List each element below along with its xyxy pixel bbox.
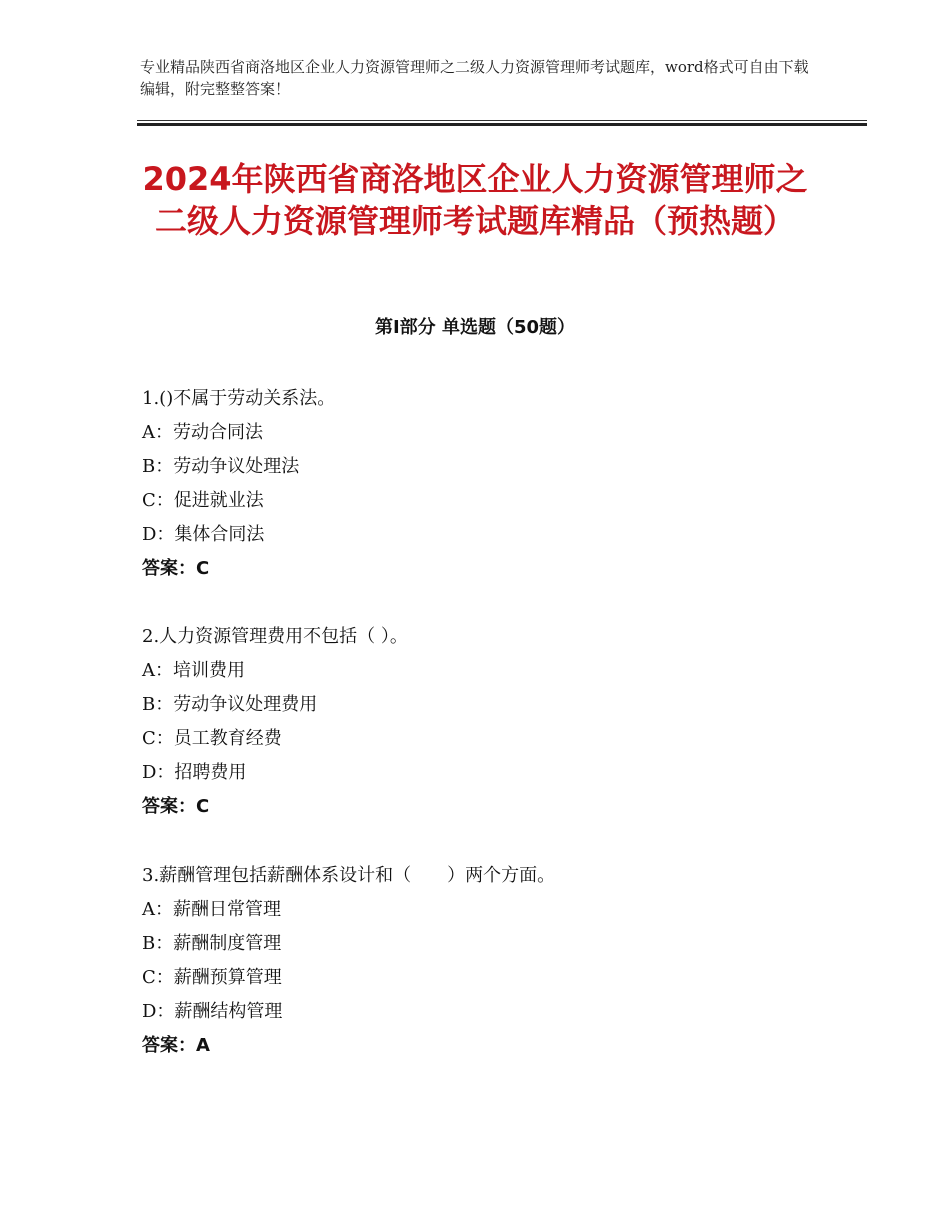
answer-line: 答案：C (142, 558, 210, 579)
option-b: B：劳动争议处理法 (142, 456, 300, 477)
option-d: D：集体合同法 (142, 524, 265, 545)
section-title: 第Ⅰ部分 单选题（50题） (374, 317, 575, 338)
question-2 (142, 622, 842, 826)
question-stem: 1.()不属于劳动关系法。 (142, 388, 336, 409)
option-c: C：员工教育经费 (142, 728, 282, 749)
question-1 (142, 384, 842, 588)
question-3 (142, 861, 842, 1065)
option-a: A：薪酬日常管理 (142, 899, 281, 920)
option-a: A：培训费用 (142, 660, 245, 681)
header-divider-thin (137, 120, 867, 121)
answer-line: 答案：A (142, 1035, 210, 1056)
option-b: B：劳动争议处理费用 (142, 694, 318, 715)
question-stem: 2.人力资源管理费用不包括（ ）。 (142, 626, 408, 647)
header-note: 专业精品陕西省商洛地区企业人力资源管理师之二级人力资源管理师考试题库，word格式可自由下载编辑，附完整整答案！ (140, 58, 809, 98)
option-b: B：薪酬制度管理 (142, 933, 282, 954)
option-d: D：薪酬结构管理 (142, 1001, 283, 1022)
option-a: A：劳动合同法 (142, 422, 263, 443)
header-divider-thick (137, 123, 867, 126)
document-title: 2024年陕西省商洛地区企业人力资源管理师之二级人力资源管理师考试题库精品（预热题） (142, 160, 808, 240)
option-c: C：薪酬预算管理 (142, 967, 282, 988)
option-d: D：招聘费用 (142, 762, 247, 783)
option-c: C：促进就业法 (142, 490, 264, 511)
question-stem: 3.薪酬管理包括薪酬体系设计和（ ）两个方面。 (142, 865, 556, 886)
answer-line: 答案：C (142, 796, 210, 817)
